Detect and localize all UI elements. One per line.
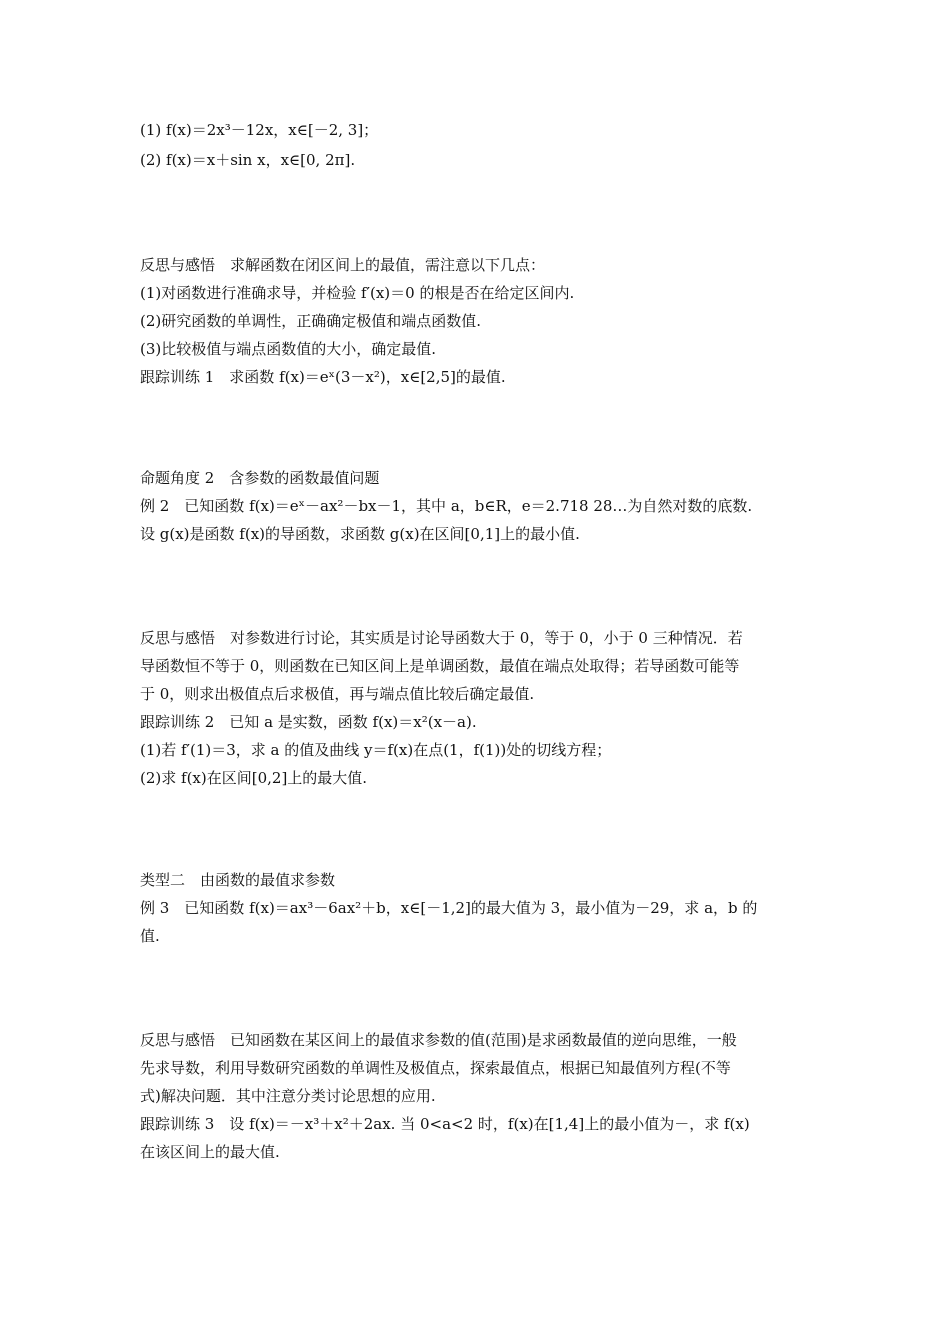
- problem-1-line: (1) f(x)＝2x³－12x，x∈[－2, 3]；: [140, 121, 379, 139]
- reflection-3-line-2: 先求导数，利用导数研究函数的单调性及极值点，探索最值点，根据已知最值列方程(不等: [140, 1059, 731, 1077]
- practice-2-part-1: (1)若 f′(1)＝3，求 a 的值及曲线 y＝f(x)在点(1，f(1))处的切线方程；: [140, 741, 612, 759]
- type-2-heading: 类型二 由函数的最值求参数: [140, 871, 336, 889]
- reflection-2-line-3: 于 0，则求出极值点后求极值，再与端点值比较后确定最值.: [140, 685, 535, 703]
- reflection-1-point-2: (2)研究函数的单调性，正确确定极值和端点函数值.: [140, 312, 482, 330]
- practice-2-part-2: (2)求 f(x)在区间[0,2]上的最大值.: [140, 769, 368, 787]
- problem-2-line: (2) f(x)＝x＋sin x，x∈[0, 2π].: [140, 151, 356, 169]
- example-3-line-1: 例 3 已知函数 f(x)＝ax³－6ax²＋b，x∈[－1,2]的最大值为 3，最小值为－29，求 a，b 的: [140, 899, 758, 917]
- practice-2-heading: 跟踪训练 2 已知 a 是实数，函数 f(x)＝x²(x－a).: [140, 713, 477, 731]
- reflection-3-line-1: 反思与感悟 已知函数在某区间上的最值求参数的值(范围)是求函数最值的逆向思维，一般: [140, 1031, 737, 1049]
- example-2-line-2: 设 g(x)是函数 f(x)的导函数，求函数 g(x)在区间[0,1]上的最小值.: [140, 525, 580, 543]
- practice-3-line-2: 在该区间上的最大值.: [140, 1143, 280, 1161]
- reflection-1-point-3: (3)比较极值与端点函数值的大小，确定最值.: [140, 340, 437, 358]
- topic-angle-2-heading: 命题角度 2 含参数的函数最值问题: [140, 469, 380, 487]
- reflection-2-line-1: 反思与感悟 对参数进行讨论，其实质是讨论导函数大于 0，等于 0，小于 0 三种情况．若: [140, 629, 743, 647]
- reflection-3-line-3: 式)解决问题．其中注意分类讨论思想的应用.: [140, 1087, 436, 1105]
- practice-1: 跟踪训练 1 求函数 f(x)＝eˣ(3－x²)，x∈[2,5]的最值.: [140, 368, 506, 386]
- example-3-line-2: 值.: [140, 927, 160, 945]
- reflection-2-line-2: 导函数恒不等于 0，则函数在已知区间上是单调函数，最值在端点处取得；若导函数可能等: [140, 657, 740, 675]
- reflection-1-heading: 反思与感悟 求解函数在闭区间上的最值，需注意以下几点：: [140, 256, 546, 274]
- practice-3-line-1: 跟踪训练 3 设 f(x)＝－x³＋x²＋2ax. 当 0<a<2 时，f(x)在[1,4]上的最小值为－，求 f(x): [140, 1115, 750, 1133]
- reflection-1-point-1: (1)对函数进行准确求导，并检验 f′(x)＝0 的根是否在给定区间内.: [140, 284, 575, 302]
- example-2-line-1: 例 2 已知函数 f(x)＝eˣ－ax²－bx－1，其中 a，b∈R，e＝2.718 28…为自然对数的底数.: [140, 497, 753, 515]
